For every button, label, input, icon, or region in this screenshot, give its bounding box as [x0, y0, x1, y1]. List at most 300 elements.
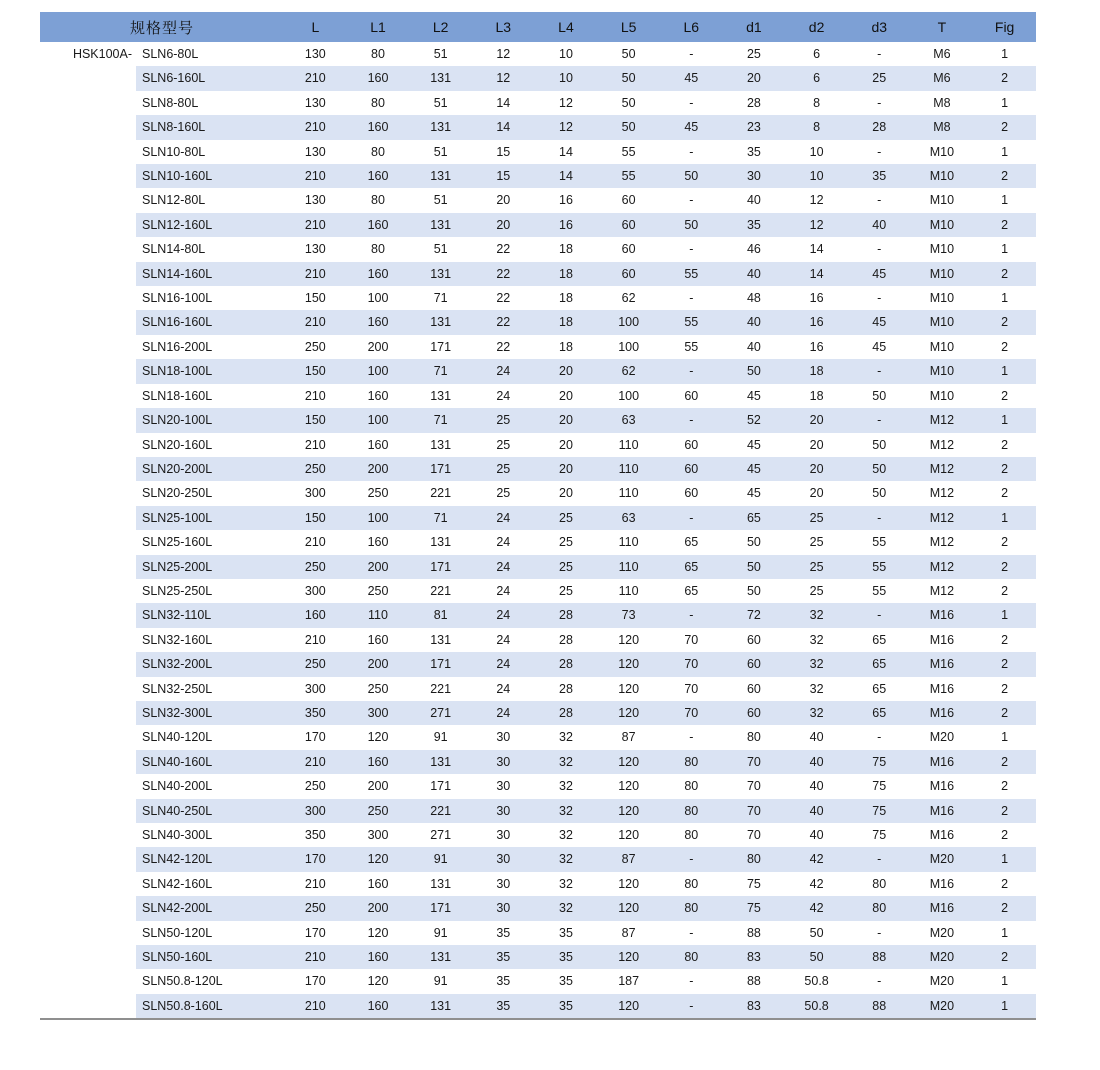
value-cell: 75 [848, 799, 911, 823]
value-cell: 25 [496, 437, 511, 452]
table-row [40, 433, 1036, 457]
value-cell: 45 [746, 388, 761, 403]
value-cell: 35 [535, 945, 598, 969]
value-cell: 25 [848, 66, 911, 90]
value-cell: 32 [559, 779, 573, 794]
prefix-cell [40, 262, 136, 286]
value-cell: 88 [848, 994, 911, 1019]
value-cell: 350 [304, 828, 326, 842]
model-cell: SLN32-110L [136, 603, 284, 627]
value-cell: 2 [1001, 339, 1009, 354]
value-cell: 75 [872, 779, 887, 794]
value-cell: 32 [535, 896, 598, 920]
value-cell: 300 [304, 486, 326, 501]
value-cell: 110 [347, 603, 410, 627]
value-cell: 20 [723, 66, 786, 90]
prefix-cell [40, 188, 136, 212]
value-cell: 22 [472, 262, 535, 286]
value-cell: 20 [559, 437, 573, 452]
value-cell: 51 [433, 144, 448, 159]
value-cell: 62 [621, 291, 636, 306]
value-cell: 91 [433, 974, 448, 989]
value-cell: 45 [872, 339, 887, 354]
model-cell: SLN16-100L [142, 291, 213, 306]
prefix-cell [40, 652, 136, 676]
value-cell: 8 [785, 115, 848, 139]
value-cell: 210 [284, 750, 347, 774]
value-cell: 250 [367, 583, 389, 598]
value-cell: 55 [684, 339, 699, 354]
value-cell: 1 [1001, 47, 1009, 61]
value-cell: 2 [1001, 437, 1009, 452]
table-row [40, 237, 1036, 261]
value-cell: - [689, 974, 694, 989]
value-cell: 110 [618, 437, 639, 452]
value-cell: 50 [621, 47, 636, 61]
value-cell: 50 [848, 457, 911, 481]
value-cell: 160 [347, 310, 410, 334]
value-cell: 300 [347, 701, 410, 725]
value-cell: 131 [409, 262, 472, 286]
value-cell: 30 [496, 730, 511, 745]
value-cell: 131 [409, 945, 472, 969]
prefix-cell [40, 799, 136, 823]
value-cell: 30 [472, 750, 535, 774]
value-cell: 120 [367, 925, 389, 940]
value-cell: 72 [723, 603, 786, 627]
value-cell: 15 [472, 164, 535, 188]
value-cell: 28 [535, 701, 598, 725]
value-cell: 91 [433, 730, 448, 745]
column-header: L6 [660, 12, 723, 42]
prefix-cell [40, 310, 136, 334]
table-row [40, 652, 1036, 676]
table-row [40, 969, 1036, 993]
value-cell: 70 [723, 799, 786, 823]
value-cell: 12 [559, 95, 573, 110]
table-row [40, 725, 1036, 749]
value-cell: 32 [559, 730, 573, 745]
value-cell: - [877, 730, 882, 745]
value-cell: 150 [284, 408, 347, 432]
value-cell: 55 [660, 262, 723, 286]
model-cell: SLN10-80L [142, 144, 206, 159]
value-cell: 24 [496, 632, 511, 647]
value-cell: 80 [660, 896, 723, 920]
value-cell: 350 [284, 701, 347, 725]
value-cell: 200 [347, 555, 410, 579]
model-cell: SLN32-200L [136, 652, 284, 676]
value-cell: 210 [284, 213, 347, 237]
value-cell: 14 [496, 95, 511, 110]
model-cell: SLN20-250L [142, 486, 213, 501]
value-cell: 46 [746, 242, 761, 257]
value-cell: 63 [597, 506, 660, 530]
value-cell: 45 [848, 262, 911, 286]
model-cell: SLN42-120L [136, 847, 284, 871]
value-cell: 50 [621, 95, 636, 110]
value-cell: 35 [496, 925, 511, 940]
value-cell: 130 [304, 193, 326, 208]
value-cell: 150 [284, 359, 347, 383]
table-row [40, 872, 1036, 896]
value-cell: 110 [618, 535, 639, 550]
value-cell: 71 [409, 408, 472, 432]
value-cell: 12 [535, 115, 598, 139]
value-cell: - [660, 994, 723, 1019]
table-row [40, 530, 1036, 554]
value-cell: 65 [872, 632, 887, 647]
value-cell: - [877, 291, 882, 306]
value-cell: 48 [746, 291, 761, 306]
value-cell: M16 [929, 876, 955, 891]
value-cell: 120 [618, 632, 640, 647]
value-cell: M12 [929, 583, 955, 598]
value-cell: 24 [472, 701, 535, 725]
table-row [40, 579, 1036, 603]
spec-model-header: 规格型号 [40, 12, 284, 42]
value-cell: 2 [1001, 779, 1009, 794]
table-row [40, 164, 1036, 188]
value-cell: 130 [304, 95, 326, 110]
model-cell: SLN42-200L [136, 896, 284, 920]
value-cell: - [877, 95, 882, 110]
value-cell: 100 [347, 506, 410, 530]
value-cell: 221 [430, 486, 452, 501]
model-cell: SLN6-80L [142, 47, 199, 61]
value-cell: M20 [911, 994, 974, 1019]
value-cell: 200 [367, 339, 389, 354]
value-cell: 20 [496, 193, 511, 208]
value-cell: - [877, 925, 882, 940]
value-cell: 2 [973, 701, 1036, 725]
value-cell: 200 [367, 779, 389, 794]
value-cell: 80 [371, 193, 385, 208]
value-cell: 24 [496, 681, 511, 696]
value-cell: 6 [813, 47, 821, 61]
value-cell: 50 [597, 115, 660, 139]
value-cell: 2 [973, 896, 1036, 920]
value-cell: 80 [872, 876, 887, 891]
value-cell: 22 [496, 339, 511, 354]
value-cell: 25 [496, 486, 511, 501]
value-cell: 83 [723, 945, 786, 969]
table-row [40, 359, 1036, 383]
value-cell: 160 [347, 164, 410, 188]
value-cell: 2 [1001, 828, 1009, 842]
prefix-cell [40, 774, 136, 798]
value-cell: 80 [371, 47, 385, 61]
table-row [40, 847, 1036, 871]
value-cell: 30 [723, 164, 786, 188]
value-cell: 25 [535, 555, 598, 579]
table-row [40, 384, 1036, 408]
value-cell: 60 [597, 213, 660, 237]
model-cell: SLN25-160L [142, 535, 213, 550]
value-cell: 200 [347, 457, 410, 481]
prefix-cell [40, 677, 136, 701]
value-cell: 55 [872, 535, 887, 550]
value-cell: M10 [929, 291, 955, 306]
value-cell: M6 [933, 47, 951, 61]
value-cell: - [689, 730, 694, 745]
value-cell: M12 [929, 437, 955, 452]
prefix-cell [40, 628, 136, 652]
table-row [40, 140, 1036, 164]
value-cell: 24 [496, 583, 511, 598]
value-cell: - [689, 47, 694, 61]
value-cell: - [877, 47, 882, 61]
value-cell: 100 [347, 359, 410, 383]
value-cell: 2 [1001, 486, 1009, 501]
value-cell: 221 [430, 681, 452, 696]
value-cell: 28 [535, 652, 598, 676]
table-row [40, 555, 1036, 579]
value-cell: 32 [535, 847, 598, 871]
value-cell: M16 [929, 779, 955, 794]
value-cell: 60 [723, 701, 786, 725]
value-cell: 210 [304, 535, 326, 550]
value-cell: 160 [347, 945, 410, 969]
table-row [40, 91, 1036, 115]
value-cell: 88 [746, 925, 761, 940]
value-cell: M10 [929, 388, 955, 403]
value-cell: 18 [809, 388, 824, 403]
value-cell: 300 [367, 828, 389, 842]
value-cell: 28 [535, 603, 598, 627]
value-cell: 55 [848, 555, 911, 579]
value-cell: 32 [535, 750, 598, 774]
value-cell: - [848, 603, 911, 627]
value-cell: 35 [723, 213, 786, 237]
value-cell: - [877, 974, 882, 989]
table-row [40, 774, 1036, 798]
value-cell: 32 [785, 652, 848, 676]
value-cell: 14 [809, 242, 824, 257]
value-cell: 2 [973, 750, 1036, 774]
value-cell: 10 [785, 164, 848, 188]
value-cell: 1 [1001, 193, 1009, 208]
value-cell: 22 [472, 310, 535, 334]
value-cell: 50 [723, 555, 786, 579]
value-cell: 171 [409, 555, 472, 579]
value-cell: - [689, 95, 694, 110]
value-cell: 16 [535, 213, 598, 237]
prefix-cell [40, 237, 136, 261]
model-cell: SLN16-160L [136, 310, 284, 334]
value-cell: M12 [929, 486, 955, 501]
value-cell: M16 [929, 632, 955, 647]
value-cell: 52 [723, 408, 786, 432]
value-cell: 150 [284, 506, 347, 530]
table-row [40, 286, 1036, 310]
value-cell: M16 [911, 750, 974, 774]
column-header: d1 [723, 12, 786, 42]
value-cell: 22 [496, 291, 511, 306]
value-cell: 24 [472, 652, 535, 676]
value-cell: 2 [973, 799, 1036, 823]
prefix-cell [40, 408, 136, 432]
model-cell: SLN12-160L [136, 213, 284, 237]
value-cell: M16 [911, 799, 974, 823]
value-cell: 30 [496, 876, 511, 891]
prefix-cell [40, 140, 136, 164]
value-cell: 130 [304, 242, 326, 257]
value-cell: M16 [911, 652, 974, 676]
value-cell: 1 [973, 506, 1036, 530]
value-cell: 87 [597, 847, 660, 871]
value-cell: M6 [911, 66, 974, 90]
table-row [40, 677, 1036, 701]
value-cell: 60 [684, 388, 699, 403]
value-cell: 250 [284, 457, 347, 481]
value-cell: 160 [284, 603, 347, 627]
value-cell: M12 [911, 457, 974, 481]
model-cell: SLN10-160L [136, 164, 284, 188]
prefix-cell [40, 66, 136, 90]
value-cell: 18 [559, 339, 573, 354]
value-cell: 18 [785, 359, 848, 383]
value-cell: 83 [723, 994, 786, 1019]
value-cell: 120 [367, 730, 389, 745]
value-cell: 50 [872, 437, 887, 452]
value-cell: 30 [496, 779, 511, 794]
value-cell: 14 [472, 115, 535, 139]
value-cell: 200 [347, 652, 410, 676]
table-row [40, 701, 1036, 725]
value-cell: 28 [559, 681, 573, 696]
value-cell: 50.8 [804, 974, 829, 989]
value-cell: 51 [433, 47, 448, 61]
value-cell: 16 [559, 193, 573, 208]
model-cell: SLN25-250L [142, 583, 213, 598]
value-cell: 50 [809, 925, 824, 940]
value-cell: 1 [1001, 730, 1009, 745]
value-cell: 120 [597, 652, 660, 676]
value-cell: 160 [367, 535, 389, 550]
value-cell: - [660, 603, 723, 627]
value-cell: 170 [304, 730, 326, 745]
value-cell: 2 [973, 115, 1036, 139]
value-cell: M8 [933, 95, 951, 110]
value-cell: 70 [723, 750, 786, 774]
value-cell: 60 [723, 652, 786, 676]
value-cell: 2 [973, 652, 1036, 676]
value-cell: 50.8 [785, 994, 848, 1019]
value-cell: 80 [848, 896, 911, 920]
column-header: L1 [347, 12, 410, 42]
value-cell: 71 [409, 359, 472, 383]
value-cell: 32 [559, 828, 573, 842]
value-cell: 120 [347, 847, 410, 871]
value-cell: 42 [785, 896, 848, 920]
value-cell: 18 [559, 242, 573, 257]
value-cell: 171 [430, 339, 452, 354]
value-cell: 50 [660, 213, 723, 237]
value-cell: 1 [1001, 974, 1009, 989]
value-cell: 25 [472, 408, 535, 432]
value-cell: 2 [973, 262, 1036, 286]
value-cell: 171 [430, 779, 452, 794]
value-cell: 60 [621, 242, 636, 257]
value-cell: 80 [684, 876, 699, 891]
prefix-cell [40, 872, 136, 896]
value-cell: 25 [809, 535, 824, 550]
value-cell: 10 [559, 47, 573, 61]
value-cell: 25 [785, 555, 848, 579]
value-cell: M20 [929, 925, 955, 940]
value-cell: 24 [496, 535, 511, 550]
prefix-cell [40, 359, 136, 383]
prefix-cell [40, 921, 136, 945]
value-cell: 20 [785, 408, 848, 432]
value-cell: 160 [347, 750, 410, 774]
value-cell: 14 [559, 144, 573, 159]
value-cell: 55 [597, 164, 660, 188]
table-row [40, 408, 1036, 432]
model-cell: SLN6-160L [136, 66, 284, 90]
value-cell: 8 [813, 95, 821, 110]
value-cell: 25 [472, 457, 535, 481]
value-cell: 2 [973, 310, 1036, 334]
value-cell: 70 [684, 681, 699, 696]
model-cell: SLN8-80L [142, 95, 199, 110]
value-cell: 120 [618, 681, 640, 696]
value-cell: 2 [1001, 632, 1009, 647]
value-cell: M10 [911, 310, 974, 334]
value-cell: 30 [472, 896, 535, 920]
value-cell: 55 [621, 144, 636, 159]
value-cell: M16 [929, 828, 955, 842]
value-cell: 16 [785, 310, 848, 334]
model-cell: SLN40-120L [142, 730, 213, 745]
value-cell: 75 [848, 750, 911, 774]
value-cell: 45 [848, 310, 911, 334]
value-cell: - [689, 242, 694, 257]
value-cell: 88 [848, 945, 911, 969]
value-cell: 65 [660, 555, 723, 579]
value-cell: 131 [409, 994, 472, 1019]
value-cell: 60 [621, 193, 636, 208]
value-cell: 24 [472, 506, 535, 530]
value-cell: - [689, 925, 694, 940]
value-cell: 30 [496, 828, 511, 842]
value-cell: M10 [911, 262, 974, 286]
value-cell: 1 [1001, 144, 1009, 159]
model-cell: SLN40-250L [136, 799, 284, 823]
value-cell: 24 [472, 555, 535, 579]
value-cell: 271 [430, 828, 452, 842]
column-header: L5 [597, 12, 660, 42]
value-cell: 210 [284, 262, 347, 286]
table-row [40, 335, 1036, 359]
value-cell: 170 [304, 925, 326, 940]
value-cell: 250 [284, 896, 347, 920]
value-cell: 120 [618, 876, 640, 891]
column-header: L2 [409, 12, 472, 42]
value-cell: 131 [409, 310, 472, 334]
value-cell: 70 [660, 701, 723, 725]
value-cell: 131 [430, 632, 452, 647]
value-cell: 40 [848, 213, 911, 237]
value-cell: M8 [911, 115, 974, 139]
value-cell: 40 [723, 310, 786, 334]
value-cell: 250 [284, 652, 347, 676]
value-cell: 1 [973, 847, 1036, 871]
value-cell: 40 [746, 193, 761, 208]
value-cell: 6 [785, 66, 848, 90]
value-cell: 16 [809, 291, 824, 306]
